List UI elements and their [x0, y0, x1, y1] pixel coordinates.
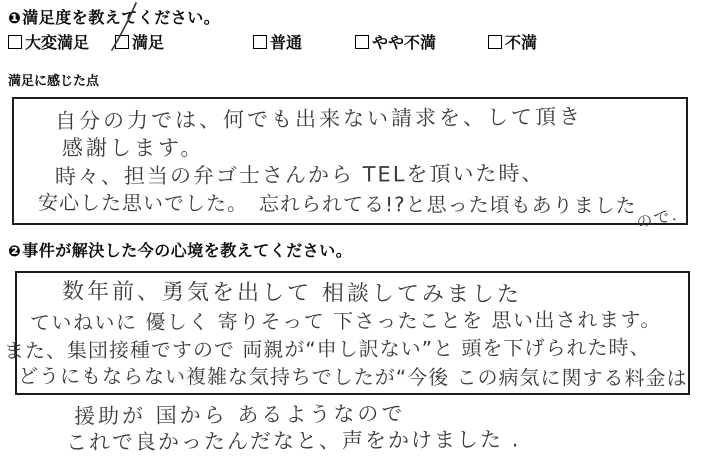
handwritten-line: また、集団接種ですので 両親が“申し訳ない”と 頭を下げられた時、 — [3, 335, 651, 363]
checkbox-manzoku-checked — [115, 35, 129, 49]
handwritten-line: どうにもならない複雑な気持ちでしたが“今後 この病気に関する料金は — [17, 363, 688, 391]
option-label: 普通 — [270, 35, 303, 52]
handwritten-line-below-box: 援助が 国から あるようなので — [73, 401, 406, 429]
question1-title-text: 満足度を教えてください。 — [22, 10, 221, 27]
handwritten-line: 安心した思いでした。 忘れられてる!?と思った頃もありました — [37, 190, 637, 218]
option-manzoku — [115, 30, 164, 53]
option-label: 満足 — [132, 35, 165, 52]
handwritten-line: 自分の力では、何でも出来ない請求を、して頂き — [54, 104, 584, 134]
option-label: やや不満 — [372, 35, 437, 52]
checkbox-futsuu — [253, 35, 267, 49]
option-yaya-fuman — [355, 30, 436, 53]
question2-title — [8, 238, 352, 261]
checkbox-daihen-manzoku — [8, 35, 22, 49]
question1-title — [8, 5, 220, 28]
checkbox-fuman — [488, 35, 502, 49]
option-label: 不満 — [505, 35, 538, 52]
handwritten-overflow-node: ので. — [634, 204, 680, 233]
option-daihen-manzoku — [8, 30, 89, 53]
question1-number-icon: ❶ — [8, 9, 22, 27]
handwritten-line: ていねいに 優しく 寄りそって 下さったことを 思い出されます。 — [29, 307, 662, 335]
question1-answer-label: 満足に感じた点 — [8, 73, 100, 88]
option-fuman — [488, 30, 537, 53]
handwritten-line: 感謝します。 — [62, 136, 205, 160]
handwritten-line: 時々、担当の弁ゴ士さんから TELを頂いた時、 — [54, 161, 545, 189]
option-label: 大変満足 — [25, 35, 90, 52]
handwritten-line-below-box: これで良かったんだなと、声をかけました . — [65, 427, 521, 455]
question2-title-text: 事件が解決した今の心境を教えてください。 — [22, 243, 353, 260]
checkbox-yaya-fuman — [355, 35, 369, 49]
handwritten-line: 数年前、勇気を出して 相談してみました — [61, 279, 523, 308]
option-futsuu — [253, 30, 302, 53]
question2-number-icon: ❷ — [8, 242, 22, 260]
